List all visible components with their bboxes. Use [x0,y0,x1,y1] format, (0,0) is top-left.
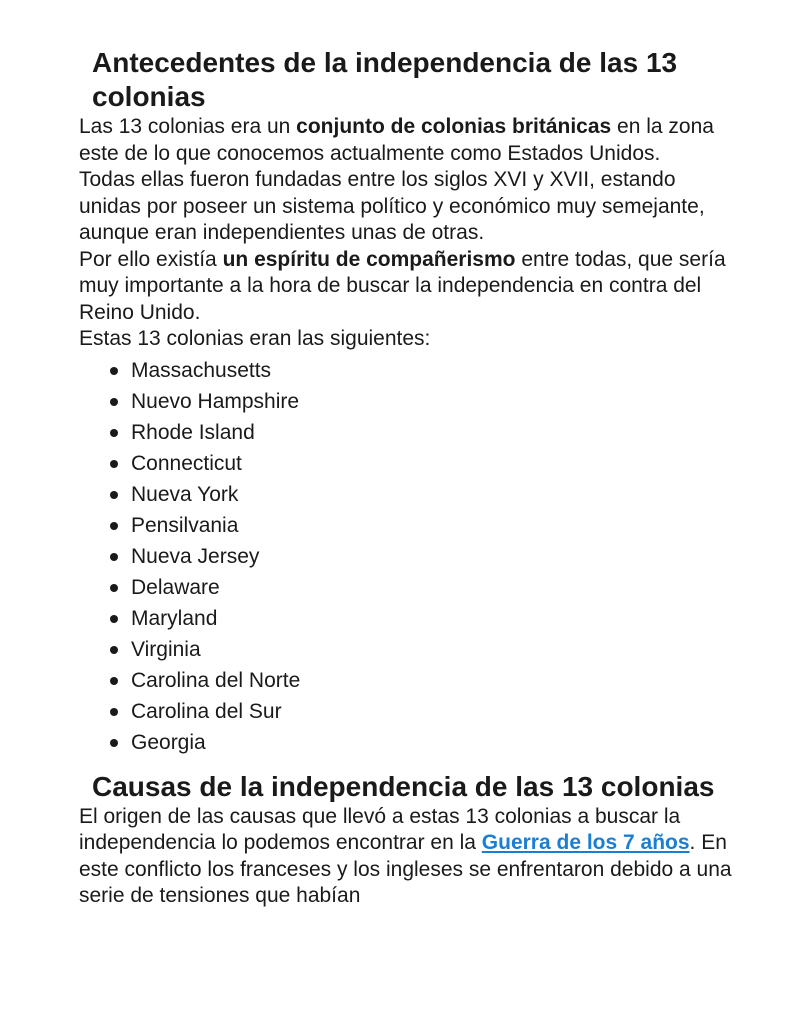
paragraph-text: . En este conflicto los franceses y los ingleses se enfrentaron debido a una serie de tensiones que habían [79,831,732,907]
colonies-list [79,355,739,758]
bold-text: conjunto de colonias británicas [296,115,612,138]
list-item [79,386,739,417]
list-item-label: Maryland [131,606,218,630]
section-heading-antecedentes: Antecedentes de la independencia de las 13 colonias [92,47,678,112]
document-page [79,46,739,910]
paragraph-text: Las 13 colonias era un [79,115,297,138]
bullet-icon [110,522,118,530]
list-item-label: Massachusetts [131,358,272,382]
list-item [79,572,739,603]
bullet-icon [110,398,118,406]
paragraph-text: Por ello existía [79,247,223,271]
list-item-label: Pensilvania [131,513,239,537]
paragraph-list-intro: Estas 13 colonias eran las siguientes: [79,327,431,350]
bold-text: un espíritu de compañerismo [222,247,516,271]
bullet-icon [110,429,118,437]
list-item-label: Nueva Jersey [131,544,260,568]
list-item [79,479,739,510]
bullet-icon [110,584,118,592]
list-item [79,603,739,634]
list-item [79,510,739,541]
bullet-icon [110,553,118,561]
list-item [79,634,739,665]
paragraph-text: entre todas, que sería muy importante a la hora de buscar la independencia en contra del Reino Unido. [79,247,726,324]
bullet-icon [110,460,118,468]
paragraph-companerismo [79,247,739,327]
list-item [79,541,739,572]
guerra-7-anos-link[interactable]: Guerra de los 7 años [481,831,690,854]
list-item-label: Connecticut [131,451,242,475]
list-item-label: Delaware [131,575,220,599]
bullet-icon [110,646,118,654]
list-item-label: Carolina del Norte [131,668,301,692]
list-item-label: Georgia [131,730,206,754]
bullet-icon [110,367,118,375]
list-item [79,448,739,479]
bullet-icon [110,491,118,499]
list-item [79,665,739,696]
paragraph-text: en la zona este de lo que conocemos actualmente como Estados Unidos. [79,115,714,165]
paragraph-causas [79,804,739,910]
list-item-label: Virginia [131,637,201,661]
paragraph-text: El origen de las causas que llevó a estas 13 colonias a buscar la independencia lo podemos encontrar en la [79,804,681,854]
list-item-label: Nuevo Hampshire [131,389,300,413]
bullet-icon [110,739,118,747]
bullet-icon [110,708,118,716]
list-item [79,727,739,758]
list-item-label: Carolina del Sur [131,699,282,723]
list-item-label: Rhode Island [131,420,255,444]
list-item [79,417,739,448]
paragraph-fundadas: Todas ellas fueron fundadas entre los siglos XVI y XVII, estando unidas por poseer un sistema político y económico muy semejante, aunque eran independientes unas de otras. [79,168,705,244]
section-heading-causas: Causas de la independencia de las 13 colonias [92,770,715,802]
list-item [79,355,739,386]
bullet-icon [110,615,118,623]
paragraph-intro [79,114,739,167]
list-item-label: Nueva York [131,482,239,506]
bullet-icon [110,677,118,685]
list-item [79,696,739,727]
